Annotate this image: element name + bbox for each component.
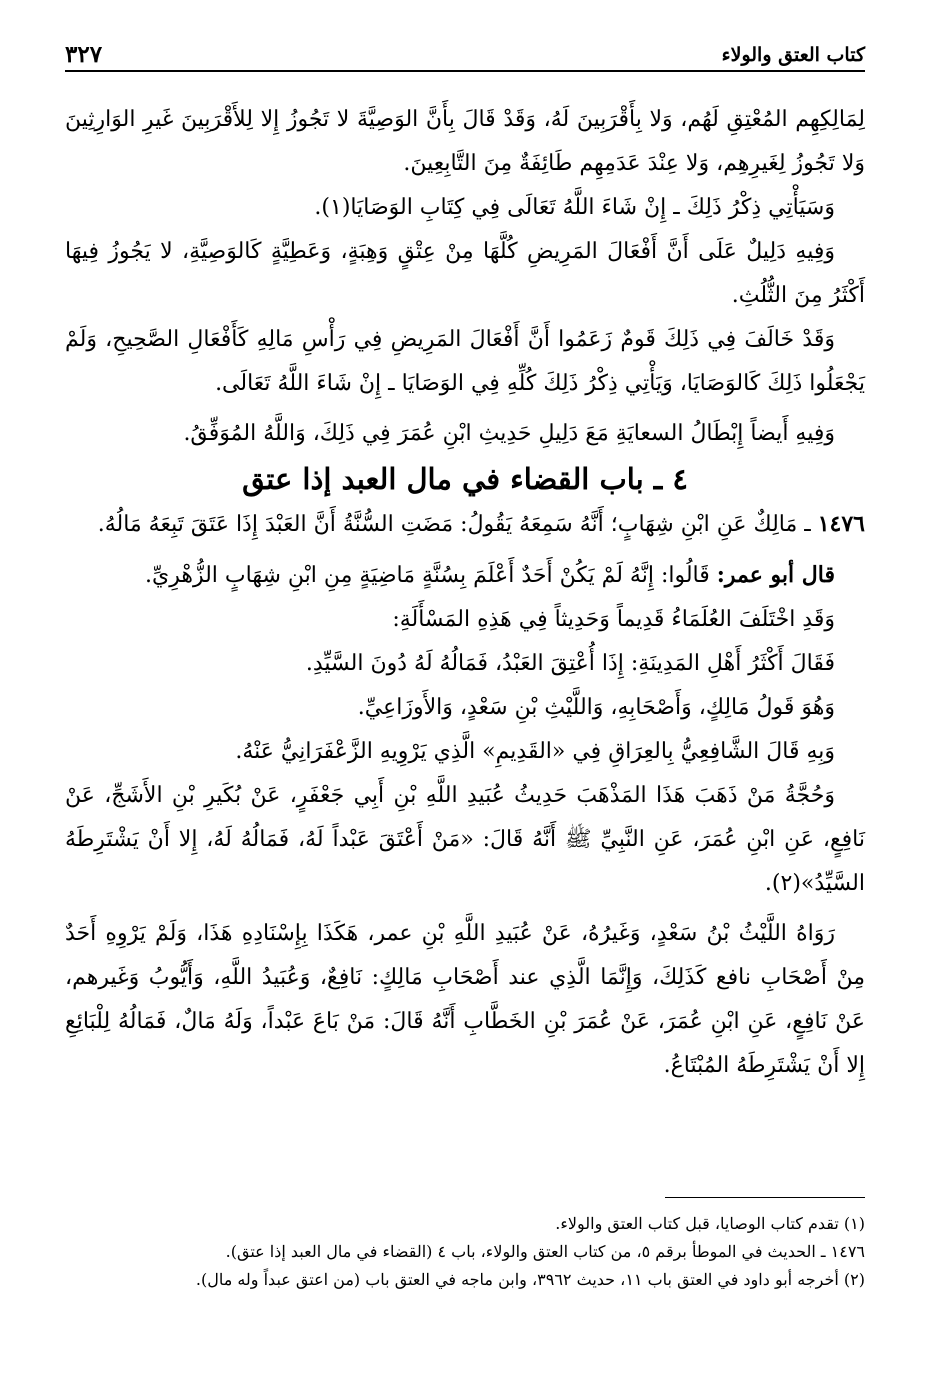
paragraph: وَحُجَّةُ مَنْ ذَهَبَ هَذَا المَذْهَبَ حَدِيثُ عُبَيدِ اللَّهِ بْنِ أَبِي جَعْفَرٍ، عَنْ بُكَيرِ بْنِ الأَشَجِّ، عَنْ نَافِعٍ، عَنِ ابْنِ عُمَرَ، عَنِ النَّبِيِّ ﷺ أَنَّهُ قَالَ: «مَنْ أَعْتَقَ عَبْداً لَهُ، فَمَالُهُ لَهُ، إِلا أَنْ يَشْتَرِطَهُ السَّيِّدُ»(٢). xyxy=(65,783,865,896)
page-number: ٣٢٧ xyxy=(65,41,103,68)
paragraph: وَقَدِ اخْتَلَفَ العُلَمَاءُ قَدِيماً وَحَدِيثاً فِي هَذِهِ المَسْأَلَةِ: xyxy=(392,607,835,632)
hadith-text xyxy=(65,502,865,547)
commentary-speaker: قال أبو عمر: xyxy=(716,562,835,588)
body-text xyxy=(65,98,865,1088)
footnote: (١) تقدم كتاب الوصايا، قبل كتاب العتق والولاء. xyxy=(555,1214,865,1233)
commentary-intro xyxy=(65,553,865,598)
chapter-heading: ٤ ـ باب القضاء في مال العبد إذا عتق xyxy=(242,462,688,496)
hadith-number: ١٤٧٦ xyxy=(817,511,865,537)
paragraph: رَوَاهُ اللَّيْثُ بْنُ سَعْدٍ، وَغَيرُهُ، عَنْ عُبَيدِ اللَّهِ بْنِ عمر، هَكَذَا بِإِسْنَادِهِ هَذَا، وَلَمْ يَرْوِهِ أَحَدٌ مِنْ أَصْحَابِ نافع كَذَلِكَ، وَإِنَّمَا الَّذِي عند أَصْحَابِ مَالِكٍ: نَافِعٌ، وَعُبَيدُ اللَّهِ، وَأَيُّوبُ وَغَيرهم، عَنْ نَافِعٍ، عَنِ ابْنِ عُمَرَ، عَنْ عُمَرَ بْنِ الخَطَّابِ أَنَّهُ قَالَ: مَنْ بَاعَ عَبْداً، وَلَهُ مَالٌ، فَمَالُهُ لِلْبَائِعِ إِلا أَنْ يَشْتَرِطَهُ المُبْتَاعُ. xyxy=(65,921,865,1078)
footnotes xyxy=(65,1210,865,1294)
page-header xyxy=(65,28,865,72)
paragraph: وَفِيهِ أَيضاً إِبْطَالُ السعايَةِ مَعَ دَلِيلِ حَدِيثِ ابْنِ عُمَرَ فِي ذَلِكَ، وَاللَّهُ المُوَفِّقُ. xyxy=(183,421,835,446)
footnote-divider xyxy=(665,1197,865,1198)
paragraph: لِمَالِكِهِم المُعْتِقِ لَهُم، وَلا بِأَقْرَبِينَ لَهُ، وَقَدْ قَالَ بِأَنَّ الوَصِيَّةَ لا تَجُوزُ إِلا لِلأَقْرَبِينَ غَيرِ الوَارِثِينَ وَلا تَجُوزُ لِغَيرِهِم، وَلا عِنْدَ عَدَمِهِم طَائِفَةٌ مِنَ التَّابِعِينَ. xyxy=(65,107,865,176)
running-title: كتاب العتق والولاء xyxy=(721,44,865,66)
paragraph: فَقَالَ أَكْثَرُ أَهْلِ المَدِينَةِ: إِذَا أُعْتِقَ العَبْدُ، فَمَالُهُ لَهُ دُونَ السَّيِّدِ. xyxy=(305,651,835,676)
paragraph: وَبِهِ قَالَ الشَّافِعِيُّ بِالعِرَاقِ فِي «القَدِيمِ» الَّذِي يَرْوِيهِ الزَّعْفَرَانِيُّ عَنْهُ. xyxy=(235,739,835,764)
footnote: (٢) أخرجه أبو داود في العتق باب ١١، حديث ٣٩٦٢، وابن ماجه في العتق باب (من اعتق عبداً وله مال). xyxy=(195,1270,865,1289)
paragraph: وَهُوَ قَولُ مَالِكٍ، وَأَصْحَابِهِ، وَاللَّيْثِ بْنِ سَعْدٍ، وَالأَوزَاعِيِّ. xyxy=(357,695,835,720)
paragraph: وَفِيهِ دَلِيلٌ عَلَى أَنَّ أَفْعَالَ المَرِيضِ كُلَّهَا مِنْ عِتْقٍ وَهِبَةٍ، وَعَطِيَّةٍ كَالوَصِيَّةِ، لا يَجُوزُ فِيهَا أَكْثَرُ مِنَ الثُّلُثِ. xyxy=(65,239,865,308)
commentary-intro-text: قَالُوا: إِنَّهُ لَمْ يَكُنْ أَحَدٌ أَعْلَمَ بِسُنَّةٍ مَاضِيَةٍ مِنِ ابْنِ شِهَابٍ الزُّهْرِيِّ. xyxy=(145,563,710,588)
paragraph: وَقَدْ خَالَفَ فِي ذَلِكَ قَومٌ زَعَمُوا أَنَّ أَفْعَالَ المَرِيضِ فِي رَأْسِ مَالِهِ كَأَفْعَالِ الصَّحِيحِ، وَلَمْ يَجْعَلُوا ذَلِكَ كَالوَصَايَا، وَيَأْتِي ذِكْرُ ذَلِكَ كُلِّهِ فِي الوَصَايَا ـ إِنْ شَاءَ اللَّهُ تَعَالَى. xyxy=(65,327,865,396)
paragraph: وَسَيَأْتِي ذِكْرُ ذَلِكَ ـ إِنْ شَاءَ اللَّهُ تَعَالَى فِي كِتَابِ الوَصَايَا(١). xyxy=(314,195,835,220)
hadith-body: ـ مَالِكٌ عَنِ ابْنِ شِهَابٍ؛ أَنَّهُ سَمِعَهُ يَقُولُ: مَضَتِ السُّنَّةُ أَنَّ العَبْدَ إِذَا عَتَقَ تَبِعَهُ مَالُهُ. xyxy=(97,512,811,537)
footnote: ١٤٧٦ ـ الحديث في الموطأ برقم ٥، من كتاب العتق والولاء، باب ٤ (القضاء في مال العبد إذا عتق). xyxy=(225,1242,865,1261)
